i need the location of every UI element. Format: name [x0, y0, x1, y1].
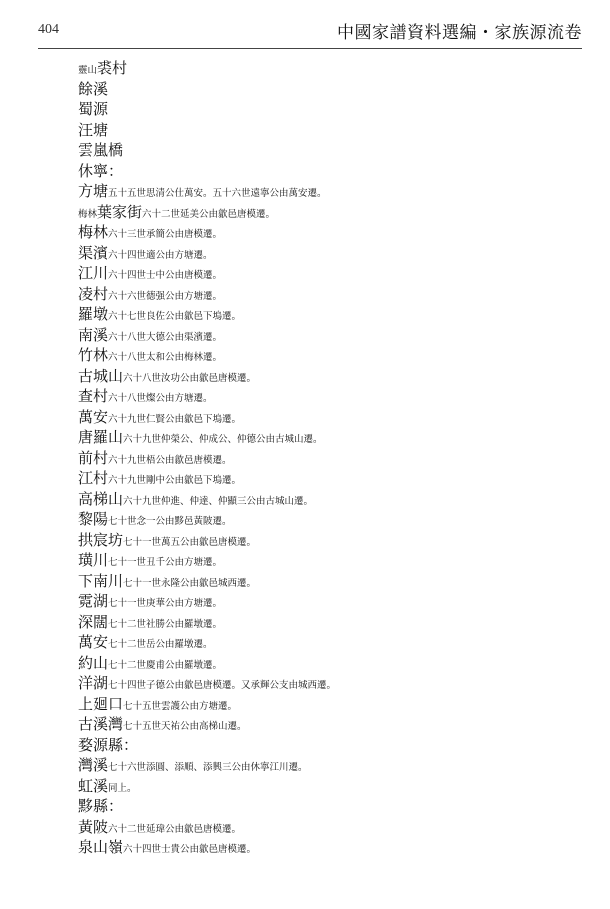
genealogy-entry: [78, 591, 578, 612]
entry-note: 七十一世永隆公由歙邑城西遷。: [123, 577, 257, 589]
genealogy-entry: [78, 550, 578, 571]
entry-note: 六十八世太和公由梅林遷。: [108, 352, 223, 363]
entry-note: 六十八世大德公由渠濱遷。: [108, 331, 223, 343]
entry-place: 灣溪: [78, 756, 109, 774]
genealogy-entry: [78, 120, 578, 141]
genealogy-entry: [78, 796, 578, 817]
entry-place: 江川: [78, 264, 109, 282]
entry-place: 蜀源: [78, 100, 109, 118]
entry-note: 六十四世士中公由唐模遷。: [108, 270, 223, 281]
genealogy-entry: [78, 489, 578, 510]
entry-place: 上廻口: [78, 694, 124, 713]
entry-place: 萬安: [78, 407, 109, 426]
genealogy-entry: [78, 714, 578, 735]
genealogy-entry: [78, 468, 578, 489]
genealogy-entry: [78, 817, 578, 838]
entry-note: 五十五世思清公仕萬安。五十六世遠寧公由萬安遷。: [108, 188, 327, 199]
genealogy-entry: [78, 673, 578, 694]
genealogy-entry: [78, 366, 578, 387]
entry-note: 六十三世承簡公由唐模遷。: [108, 229, 223, 240]
entry-place: 古城山: [78, 366, 124, 385]
entry-note: 七十二世岳公由羅墩遷。: [108, 639, 213, 650]
entry-note: 六十九世梧公由歙邑唐模遷。: [108, 454, 232, 466]
page-header: [38, 18, 582, 46]
genealogy-entry: [78, 407, 578, 428]
genealogy-entry: [78, 202, 578, 223]
entry-note: 六十七世良佐公由歙邑下塢遷。: [108, 311, 242, 322]
entry-note: 七十一世丑千公由方塘遷。: [108, 557, 223, 568]
entry-note: 七十五世雲護公由方塘遷。: [123, 700, 238, 712]
genealogy-entry: [78, 612, 578, 633]
entry-place: 竹林: [78, 346, 109, 364]
entry-place: 霓湖: [78, 592, 109, 610]
entry-place: 裘村: [97, 59, 128, 77]
entry-place: 婺源縣：: [78, 735, 139, 754]
entry-place: 休寧：: [78, 161, 124, 180]
genealogy-entry: [78, 243, 578, 264]
entry-place: 下南川: [78, 571, 124, 590]
entry-place: 汪塘: [78, 120, 109, 139]
entry-place: 深闊: [78, 612, 109, 631]
genealogy-entry: [78, 837, 578, 858]
entry-note: 六十四世士貴公由歙邑唐模遷。: [123, 844, 257, 855]
genealogy-entry: [78, 79, 578, 100]
entry-place: 拱宸坊: [78, 530, 124, 549]
entry-place: 餘溪: [78, 79, 109, 98]
entry-note: 六十八世燦公由方塘遷。: [108, 393, 213, 404]
entry-place: 約山: [78, 653, 109, 672]
entry-place: 南溪: [78, 325, 109, 344]
entry-note: 六十二世延瑋公由歙邑唐模遷。: [108, 823, 242, 835]
entry-place: 凌村: [78, 284, 109, 303]
entry-note: 七十世念一公由黟邑黃陂遷。: [108, 516, 232, 527]
entry-place: 虹溪: [78, 776, 109, 795]
genealogy-entry: [78, 263, 578, 284]
entry-place: 高梯山: [78, 489, 124, 508]
genealogy-entry: [78, 325, 578, 346]
entry-prefix: 梅林: [78, 208, 98, 220]
entry-note: 七十六世添圓、添順、添興三公由休寧江川遷。: [108, 762, 308, 773]
genealogy-entry: [78, 571, 578, 592]
entry-place: 葉家街: [97, 202, 143, 221]
entry-place: 前村: [78, 448, 109, 467]
entry-note: 六十九世仲榮公、仲成公、仲德公由古城山遷。: [123, 434, 323, 445]
entry-note: 六十四世適公由方塘遷。: [108, 249, 213, 261]
entry-place: 羅墩: [78, 305, 109, 323]
page-number: 404: [38, 22, 59, 37]
entry-note: 七十二世社勝公由羅墩遷。: [108, 618, 223, 630]
genealogy-entry: [78, 427, 578, 448]
genealogy-entry: [78, 653, 578, 674]
genealogy-entry: [78, 58, 578, 79]
genealogy-entry: [78, 161, 578, 182]
entry-note: 六十八世汝功公由歙邑唐模遷。: [123, 372, 257, 384]
genealogy-entry: [78, 181, 578, 202]
entry-note: 七十一世萬五公由歙邑唐模遷。: [123, 536, 257, 548]
entry-place: 泉山嶺: [78, 838, 124, 856]
header-rule: [38, 48, 582, 49]
genealogy-entry: [78, 304, 578, 325]
genealogy-entry: [78, 99, 578, 120]
entry-place: 渠濱: [78, 243, 109, 262]
entry-place: 唐羅山: [78, 428, 124, 446]
entry-prefix: 靈山: [78, 65, 98, 76]
genealogy-entry: [78, 222, 578, 243]
entry-note: 七十四世子德公由歙邑唐模遷。又承輝公支由城西遷。: [108, 680, 337, 691]
entry-place: 洋湖: [78, 674, 109, 692]
genealogy-entry: [78, 386, 578, 407]
entry-list: [78, 58, 578, 858]
entry-note: 六十二世延美公由歙邑唐模遷。: [142, 208, 276, 220]
entry-note: 六十九世剛中公由歙邑下塢遷。: [108, 475, 242, 486]
entry-place: 方塘: [78, 182, 109, 200]
entry-place: 古溪灣: [78, 715, 124, 733]
entry-place: 江村: [78, 469, 109, 487]
entry-place: 萬安: [78, 633, 109, 651]
genealogy-entry: [78, 448, 578, 469]
genealogy-entry: [78, 530, 578, 551]
genealogy-entry: [78, 755, 578, 776]
entry-note: 七十一世庚華公由方塘遷。: [108, 598, 223, 609]
entry-note: 六十九世仲進、仲達、仲顯三公由古城山遷。: [123, 495, 314, 507]
genealogy-entry: [78, 284, 578, 305]
entry-note: 同上。: [108, 782, 137, 794]
entry-note: 六十九世仁賢公由歙邑下塢遷。: [108, 413, 242, 425]
running-title: 中國家譜資料選編・家族源流卷: [337, 23, 582, 43]
genealogy-entry: [78, 694, 578, 715]
entry-place: 黃陂: [78, 817, 109, 836]
entry-place: 黎陽: [78, 510, 109, 528]
entry-place: 黟縣：: [78, 797, 124, 815]
genealogy-entry: [78, 509, 578, 530]
entry-note: 六十六世德强公由方塘遷。: [108, 290, 223, 302]
entry-place: 璜川: [78, 551, 109, 569]
entry-note: 七十二世慶甫公由羅墩遷。: [108, 659, 223, 671]
entry-place: 梅林: [78, 223, 109, 241]
genealogy-entry: [78, 345, 578, 366]
genealogy-entry: [78, 140, 578, 161]
genealogy-entry: [78, 735, 578, 756]
genealogy-entry: [78, 632, 578, 653]
entry-place: 查村: [78, 387, 109, 405]
genealogy-entry: [78, 776, 578, 797]
entry-note: 七十五世天祐公由高梯山遷。: [123, 721, 247, 732]
entry-place: 雲嵐橋: [78, 141, 124, 159]
